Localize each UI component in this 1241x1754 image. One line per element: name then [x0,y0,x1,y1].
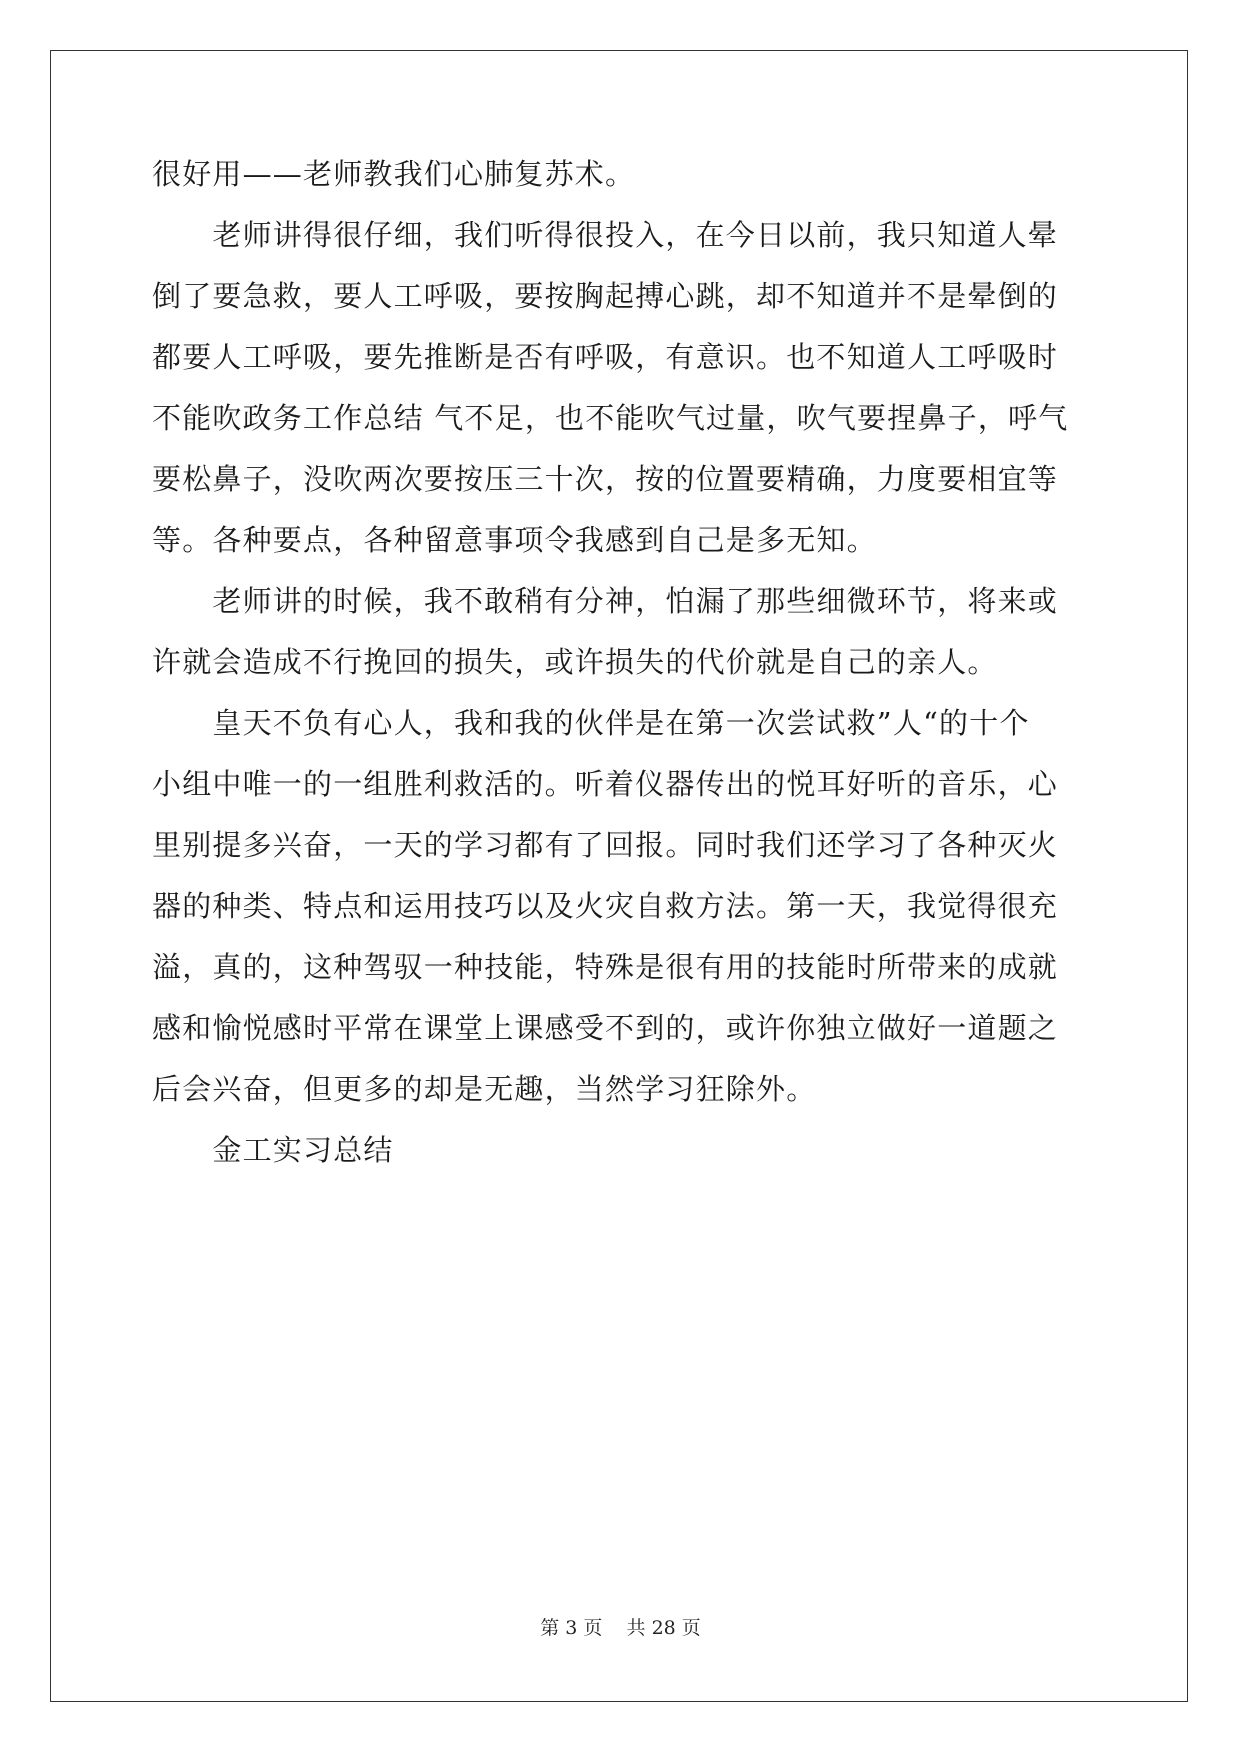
text-line: 倒了要急救，要人工呼吸，要按胸起搏心跳，却不知道并不是晕倒的 [152,279,1059,313]
document-body [152,159,1092,1196]
text-line: 皇天不负有心人，我和我的伙伴是在第一次尝试救”人“的十个 [152,706,1030,740]
text-line: 里别提多兴奋，一天的学习都有了回报。同时我们还学习了各种灭火 [152,828,1059,862]
text-line: 都要人工呼吸，要先推断是否有呼吸，有意识。也不知道人工呼吸时 [152,340,1059,374]
text-line: 感和愉悦感时平常在课堂上课感受不到的，或许你独立做好一道题之 [152,1011,1059,1045]
text-line: 等。各种要点，各种留意事项令我感到自己是多无知。 [152,523,877,557]
text-line: 溢，真的，这种驾驭一种技能，特殊是很有用的技能时所带来的成就 [152,950,1059,984]
text-line: 小组中唯一的一组胜利救活的。听着仪器传出的悦耳好听的音乐，心 [152,767,1059,801]
text-line: 老师讲得很仔细，我们听得很投入，在今日以前，我只知道人晕 [152,218,1059,252]
text-line: 老师讲的时候，我不敢稍有分神，怕漏了那些细微环节，将来或 [152,584,1059,618]
section-heading: 金工实习总结 [152,1133,394,1167]
page-number: 第 3 页 共 28 页 [540,1617,701,1639]
text-line: 器的种类、特点和运用技巧以及火灾自救方法。第一天，我觉得很充 [152,889,1059,923]
text-line: 要松鼻子，没吹两次要按压三十次，按的位置要精确，力度要相宜等 [152,462,1059,496]
text-line: 很好用——老师教我们心肺复苏术。 [152,157,636,191]
text-line: 许就会造成不行挽回的损失，或许损失的代价就是自己的亲人。 [152,645,998,679]
text-line: 后会兴奋，但更多的却是无趣，当然学习狂除外。 [152,1072,817,1106]
text-line: 不能吹政务工作总结 气不足，也不能吹气过量，吹气要捏鼻子，呼气 [152,401,1069,435]
